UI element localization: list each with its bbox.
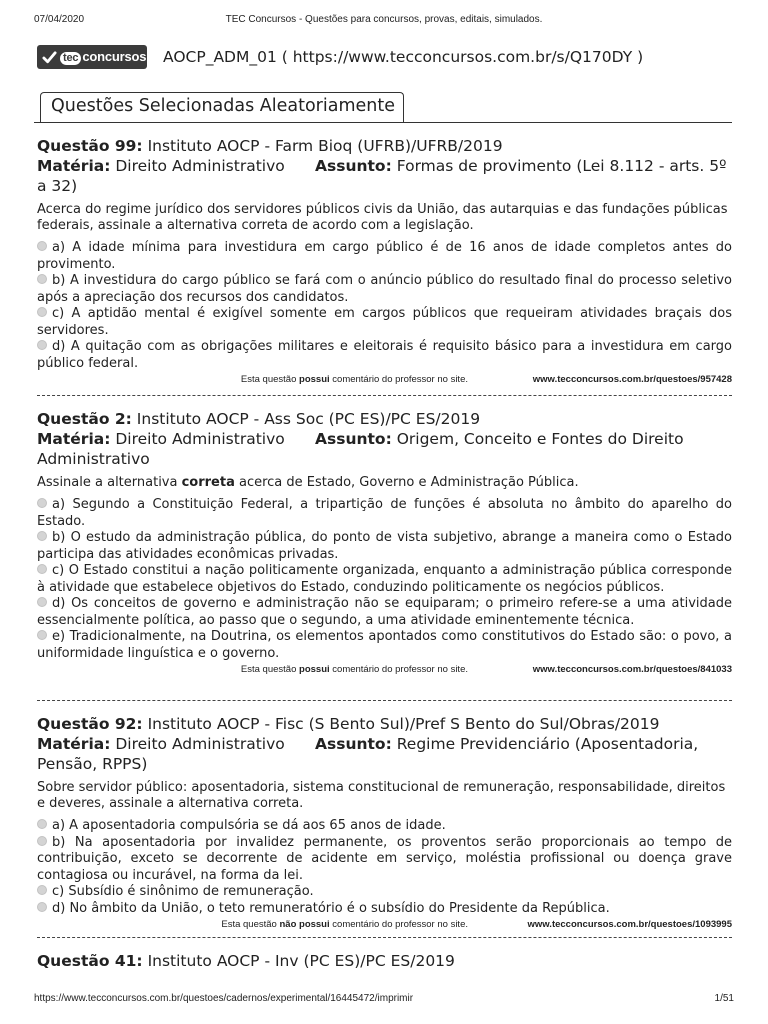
radio-icon[interactable] xyxy=(37,630,47,640)
comment-note: Esta questão possui comentário do professor no site. xyxy=(240,374,468,385)
question-meta xyxy=(37,156,732,196)
section-title: Questões Selecionadas Aleatoriamente xyxy=(40,92,404,122)
materia-value: Direito Administrativo xyxy=(115,157,285,175)
question-stem: Sobre servidor público: aposentadoria, sistema constitucional de remuneração, responsabilidade, direitos e deveres, assinale a alternativa correta. xyxy=(37,780,726,811)
print-url: https://www.tecconcursos.com.br/questoes/cadernos/experimental/16445472/imprimir xyxy=(34,993,414,1004)
option-text: b) Na aposentadoria por invalidez permanente, os proventos serão proporcionais ao tempo de contribuição, exceto se decorrente de acidente em serviço, moléstia profissional ou doença grave contagiosa ou incurável, na forma da lei. xyxy=(37,834,732,883)
question-link[interactable]: www.tecconcursos.com.br/questoes/957428 xyxy=(532,374,732,385)
radio-icon[interactable] xyxy=(37,597,47,607)
assunto-label: Assunto: xyxy=(315,430,392,448)
question-number: Questão 99: xyxy=(37,137,143,155)
question-meta xyxy=(37,429,732,469)
option-text: d) A quitação com as obrigações militares e eleitorais é requisito básico para a investidura em cargo público federal. xyxy=(37,339,732,371)
radio-icon[interactable] xyxy=(37,340,47,350)
option-text: b) A investidura do cargo público se fará com o anúncio público do resultado final do processo seletivo após a apreciação dos recursos dos candidatos. xyxy=(37,273,732,305)
logo-tec-pill: tec xyxy=(60,52,81,65)
materia-label: Matéria: xyxy=(37,430,111,448)
question-source: Instituto AOCP - Inv (PC ES)/PC ES/2019 xyxy=(147,952,455,970)
radio-icon[interactable] xyxy=(37,274,47,284)
assunto-value: Origem, Conceito e Fontes do Direito Administrativo xyxy=(37,430,684,468)
question-link[interactable]: www.tecconcursos.com.br/questoes/1093995 xyxy=(527,919,732,930)
comment-note: Esta questão possui comentário do professor no site. xyxy=(240,664,468,675)
options-list xyxy=(37,818,732,917)
materia-value: Direito Administrativo xyxy=(115,735,285,753)
option-d[interactable] xyxy=(37,596,732,629)
question-footer xyxy=(37,664,732,678)
option-d[interactable] xyxy=(37,339,732,372)
question-header xyxy=(37,136,732,156)
radio-icon[interactable] xyxy=(37,241,47,251)
brand-bar xyxy=(37,45,643,69)
option-a[interactable] xyxy=(37,497,732,530)
radio-icon[interactable] xyxy=(37,531,47,541)
option-c[interactable] xyxy=(37,306,732,339)
question-footer xyxy=(37,919,732,933)
question-card xyxy=(37,714,732,933)
question-separator xyxy=(37,700,732,701)
materia-value: Direito Administrativo xyxy=(115,430,285,448)
option-text: c) Subsídio é sinônimo de remuneração. xyxy=(52,884,314,899)
radio-icon[interactable] xyxy=(37,885,47,895)
question-card xyxy=(37,409,732,678)
comment-note: Esta questão não possui comentário do professor no site. xyxy=(221,919,468,930)
option-d[interactable] xyxy=(37,901,732,918)
option-text: a) A aposentadoria compulsória se dá aos 65 anos de idade. xyxy=(52,818,446,833)
assunto-value: Regime Previdenciário (Aposentadoria, Pensão, RPPS) xyxy=(37,735,699,773)
question-number: Questão 92: xyxy=(37,715,143,733)
logo-text: concursos xyxy=(82,49,147,64)
option-text: a) A idade mínima para investidura em cargo público é de 16 anos de idade completos antes do provimento. xyxy=(37,240,732,272)
question-stem: Acerca do regime jurídico dos servidores públicos civis da União, das autarquias e das fundações públicas federais, assinale a alternativa correta de acordo com a legislação. xyxy=(37,202,728,233)
question-number: Questão 2: xyxy=(37,410,132,428)
option-text: b) O estudo da administração pública, do ponto de vista subjetivo, abrange a maneira como o Estado participa das atividades econômicas privadas. xyxy=(37,530,732,562)
option-text: d) No âmbito da União, o teto remuneratório é o subsídio do Presidente da República. xyxy=(52,900,610,916)
question-source: Instituto AOCP - Fisc (S Bento Sul)/Pref S Bento do Sul/Obras/2019 xyxy=(147,715,660,733)
radio-icon[interactable] xyxy=(37,498,47,508)
assunto-value: Formas de provimento (Lei 8.112 - arts. 5º a 32) xyxy=(37,157,727,195)
page-number: 1/51 xyxy=(714,993,734,1004)
question-footer xyxy=(37,374,732,388)
question-meta xyxy=(37,734,732,774)
assunto-label: Assunto: xyxy=(315,157,392,175)
radio-icon[interactable] xyxy=(37,307,47,317)
tecconcursos-logo[interactable] xyxy=(37,45,147,69)
print-date: 07/04/2020 xyxy=(34,14,85,25)
option-c[interactable] xyxy=(37,884,732,901)
materia-label: Matéria: xyxy=(37,157,111,175)
options-list xyxy=(37,497,732,662)
logo-wordmark xyxy=(60,49,146,65)
option-a[interactable] xyxy=(37,818,732,835)
assunto-label: Assunto: xyxy=(315,735,392,753)
question-card xyxy=(37,951,732,971)
radio-icon[interactable] xyxy=(37,902,47,912)
radio-icon[interactable] xyxy=(37,564,47,574)
question-card xyxy=(37,136,732,388)
question-header xyxy=(37,951,732,971)
option-e[interactable] xyxy=(37,629,732,662)
print-header xyxy=(34,14,734,28)
radio-icon[interactable] xyxy=(37,836,47,846)
question-header xyxy=(37,409,732,429)
radio-icon[interactable] xyxy=(37,819,47,829)
question-link[interactable]: www.tecconcursos.com.br/questoes/841033 xyxy=(532,664,732,675)
option-text: c) O Estado constitui a nação politicamente organizada, enquanto a administração pública corresponde à atividade que estabelece objetivos do Estado, conduzindo politicamente os negócios públicos. xyxy=(37,563,732,595)
question-number: Questão 41: xyxy=(37,952,143,970)
option-b[interactable] xyxy=(37,530,732,563)
question-source: Instituto AOCP - Ass Soc (PC ES)/PC ES/2019 xyxy=(136,410,481,428)
question-source: Instituto AOCP - Farm Bioq (UFRB)/UFRB/2019 xyxy=(147,137,503,155)
option-a[interactable] xyxy=(37,240,732,273)
option-text: e) Tradicionalmente, na Doutrina, os elementos apontados como constitutivos do Estado são: o povo, a uniformidade linguística e o governo. xyxy=(37,629,732,661)
option-text: a) Segundo a Constituição Federal, a tripartição de funções é absoluta no âmbito do aparelho do Estado. xyxy=(37,497,732,529)
options-list xyxy=(37,240,732,372)
section-divider xyxy=(34,122,732,123)
option-b[interactable] xyxy=(37,835,732,885)
print-footer xyxy=(34,993,734,1007)
check-icon xyxy=(42,50,57,65)
document-title: AOCP_ADM_01 ( https://www.tecconcursos.com.br/s/Q170DY ) xyxy=(163,48,644,66)
question-header xyxy=(37,714,732,734)
print-page-title: TEC Concursos - Questões para concursos, provas, editais, simulados. xyxy=(225,14,543,25)
question-separator xyxy=(37,937,732,938)
question-separator xyxy=(37,395,732,396)
option-text: c) A aptidão mental é exigível somente em cargos públicos que requeiram atividades braçais dos servidores. xyxy=(37,306,732,338)
option-c[interactable] xyxy=(37,563,732,596)
question-stem: Assinale a alternativa correta acerca de Estado, Governo e Administração Pública. xyxy=(37,475,579,490)
option-text: d) Os conceitos de governo e administração não se equiparam; o primeiro refere-se a uma atividade essencialmente política, ao passo que o segundo, a uma atividade eminentemente técnica. xyxy=(37,596,732,628)
materia-label: Matéria: xyxy=(37,735,111,753)
option-b[interactable] xyxy=(37,273,732,306)
